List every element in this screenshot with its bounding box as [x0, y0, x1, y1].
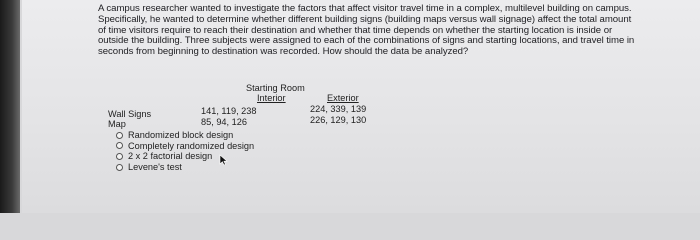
radio-button[interactable] [116, 164, 123, 171]
cell-map-exterior: 226, 129, 130 [310, 115, 367, 125]
cell-wall-interior: 141, 119, 238 [201, 106, 257, 116]
option-completely-randomized[interactable] [116, 141, 254, 152]
column-header-interior: Interior [257, 93, 286, 103]
option-factorial[interactable] [116, 151, 254, 162]
question-line: seconds from beginning to destination was recorded. How should the data be analyzed? [98, 46, 469, 58]
screen-bezel-left [0, 0, 20, 213]
question-line: outside the building. Three subjects were assigned to each of the combinations of signs and starting locations, and travel time in [98, 35, 635, 47]
row-label-wall-signs: Wall Signs [108, 109, 152, 119]
radio-button[interactable] [116, 132, 123, 139]
option-label: Completely randomized design [128, 140, 255, 151]
question-line: A campus researcher wanted to investigate the factors that affect visitor travel time in a complex, multilevel building on campus. [98, 3, 632, 14]
answer-options [116, 130, 254, 172]
radio-button[interactable] [116, 153, 123, 160]
table-header-starting-room: Starting Room [246, 83, 305, 93]
column-header-exterior: Exterior [327, 93, 359, 103]
question-text [98, 4, 690, 58]
radio-button[interactable] [116, 142, 123, 149]
row-label-map: Map [108, 119, 126, 129]
mouse-cursor-icon [219, 154, 228, 166]
option-label: Randomized block design [128, 130, 234, 141]
cell-wall-exterior: 224, 339, 139 [310, 104, 367, 114]
option-randomized-block[interactable] [116, 130, 254, 141]
cell-map-interior: 85, 94, 126 [201, 117, 247, 127]
question-line: of time visitors require to reach their destination and whether that time depends on whether the starting location is inside or [98, 24, 613, 36]
option-levenes-test[interactable] [116, 162, 254, 173]
question-line: Specifically, he wanted to determine whether different building signs (building maps versus wall signage) affect the total amount [98, 13, 632, 25]
option-label: 2 x 2 factorial design [128, 151, 213, 162]
option-label: Levene's test [128, 162, 182, 173]
